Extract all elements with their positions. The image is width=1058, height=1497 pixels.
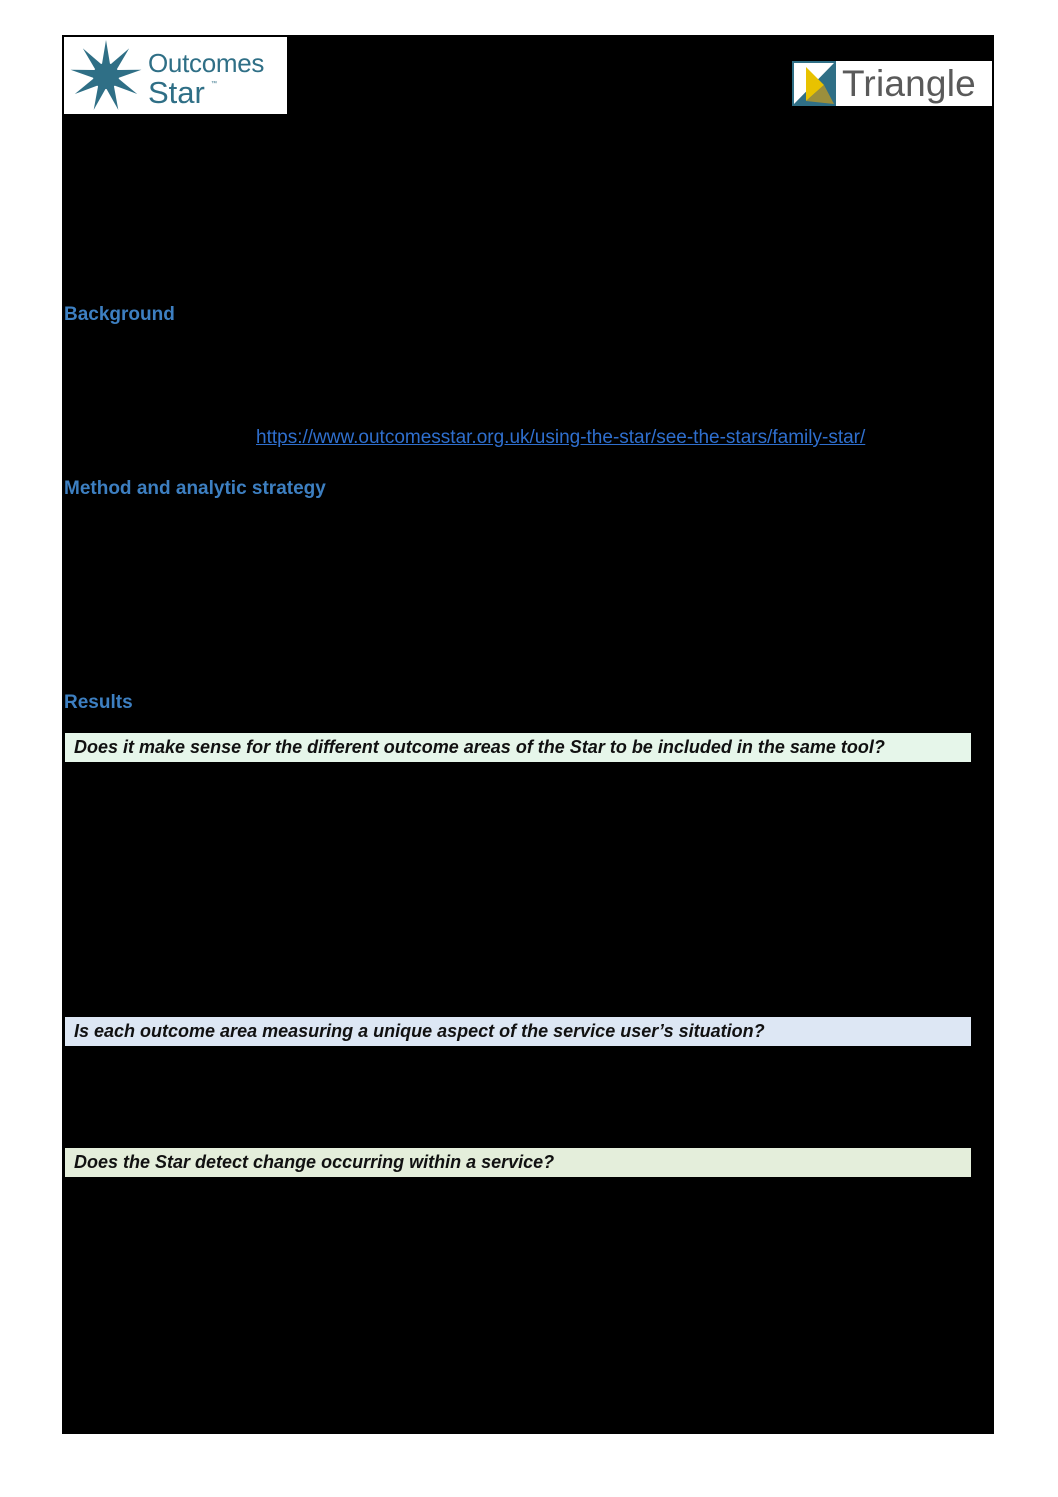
heading-method: Method and analytic strategy xyxy=(64,478,326,499)
logo-word-outcomes: Outcomes xyxy=(148,48,265,78)
triangle-logo-icon xyxy=(792,61,836,106)
question-box-1: Does it make sense for the different outcome areas of the Star to be included in the same tool? xyxy=(65,733,971,762)
heading-results: Results xyxy=(64,692,133,713)
question-box-3: Does the Star detect change occurring within a service? xyxy=(65,1148,971,1177)
family-star-link[interactable]: https://www.outcomesstar.org.uk/using-the-star/see-the-stars/family-star/ xyxy=(256,427,866,448)
triangle-logo xyxy=(792,61,992,106)
logo-word-triangle: Triangle xyxy=(842,63,976,104)
heading-background: Background xyxy=(64,304,175,325)
star-logo-icon xyxy=(68,39,146,113)
question-box-2: Is each outcome area measuring a unique aspect of the service user’s situation? xyxy=(65,1017,971,1046)
logo-trademark: ™ xyxy=(211,81,217,87)
logo-word-star: Star xyxy=(148,75,205,110)
outcomes-star-logo xyxy=(64,37,287,114)
